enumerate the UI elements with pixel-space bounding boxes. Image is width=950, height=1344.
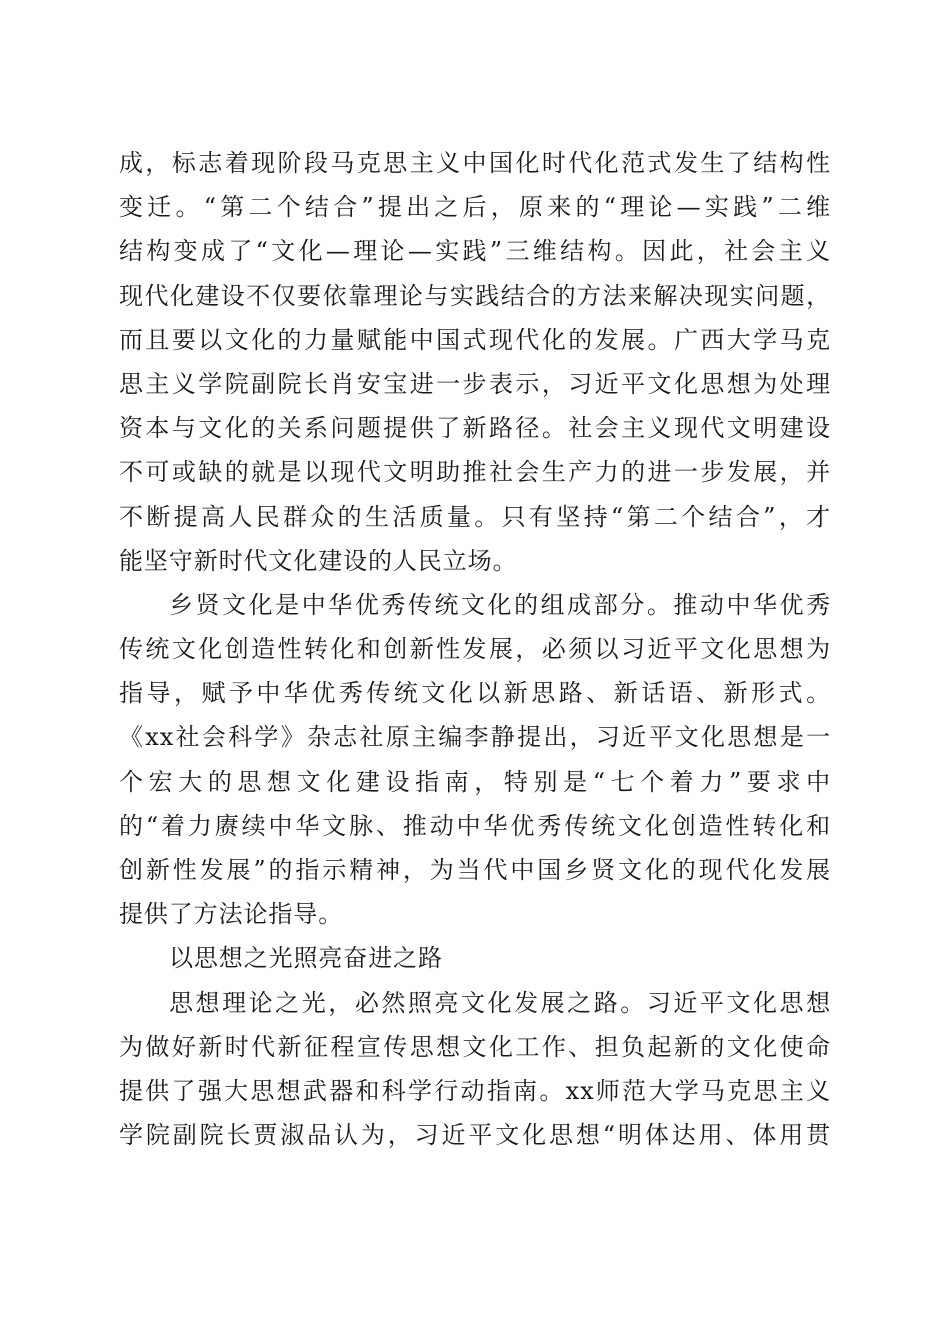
text-line: 而且要以文化的力量赋能中国式现代化的发展。广西大学马克 [119, 325, 831, 354]
text-line: 为做好新时代新征程宣传思想文化工作、担负起新的文化使命 [119, 1032, 831, 1061]
text-line: 能坚守新时代文化建设的人民立场。 [119, 546, 518, 575]
paragraph [119, 981, 831, 1158]
text-line: 乡贤文化是中华优秀传统文化的组成部分。推动中华优秀 [169, 590, 831, 619]
paragraph [119, 141, 831, 583]
text-line: 的“着力赓续中华文脉、推动中华优秀传统文化创造性转化和 [119, 811, 831, 840]
text-line: 提供了方法论指导。 [119, 900, 344, 929]
text-line: 结构变成了“文化—理论—实践”三维结构。因此，社会主义 [119, 237, 831, 266]
body-text [119, 141, 831, 1157]
text-line: 不可或缺的就是以现代文明助推社会生产力的进一步发展，并 [119, 458, 831, 487]
text-line: 资本与文化的关系问题提供了新路径。社会主义现代文明建设 [119, 414, 831, 443]
section-heading [119, 936, 831, 980]
text-line: 个宏大的思想文化建设指南，特别是“七个着力”要求中 [119, 767, 831, 796]
heading-text: 以思想之光照亮奋进之路 [169, 944, 443, 973]
text-line: 变迁。“第二个结合”提出之后，原来的“理论—实践”二维 [119, 193, 831, 222]
paragraph [119, 583, 831, 937]
text-line: 传统文化创造性转化和创新性发展，必须以习近平文化思想为 [119, 635, 831, 664]
text-line: 创新性发展”的指示精神，为当代中国乡贤文化的现代化发展 [119, 856, 831, 884]
text-line: 成，标志着现阶段马克思主义中国化时代化范式发生了结构性 [119, 149, 831, 177]
text-line: 指导，赋予中华优秀传统文化以新思路、新话语、新形式。 [119, 679, 831, 708]
text-line: 现代化建设不仅要依靠理论与实践结合的方法来解决现实问题， [119, 281, 831, 310]
text-line: 思主义学院副院长肖安宝进一步表示，习近平文化思想为处理 [119, 369, 831, 398]
text-line: 思想理论之光，必然照亮文化发展之路。习近平文化思想 [169, 988, 831, 1017]
text-line: 不断提高人民群众的生活质量。只有坚持“第二个结合”，才 [119, 502, 831, 531]
text-line: 提供了强大思想武器和科学行动指南。xx师范大学马克思主义 [119, 1076, 831, 1105]
text-line: 学院副院长贾淑品认为，习近平文化思想“明体达用、体用贯 [119, 1121, 831, 1150]
text-line: 《xx社会科学》杂志社原主编李静提出，习近平文化思想是一 [119, 723, 831, 752]
